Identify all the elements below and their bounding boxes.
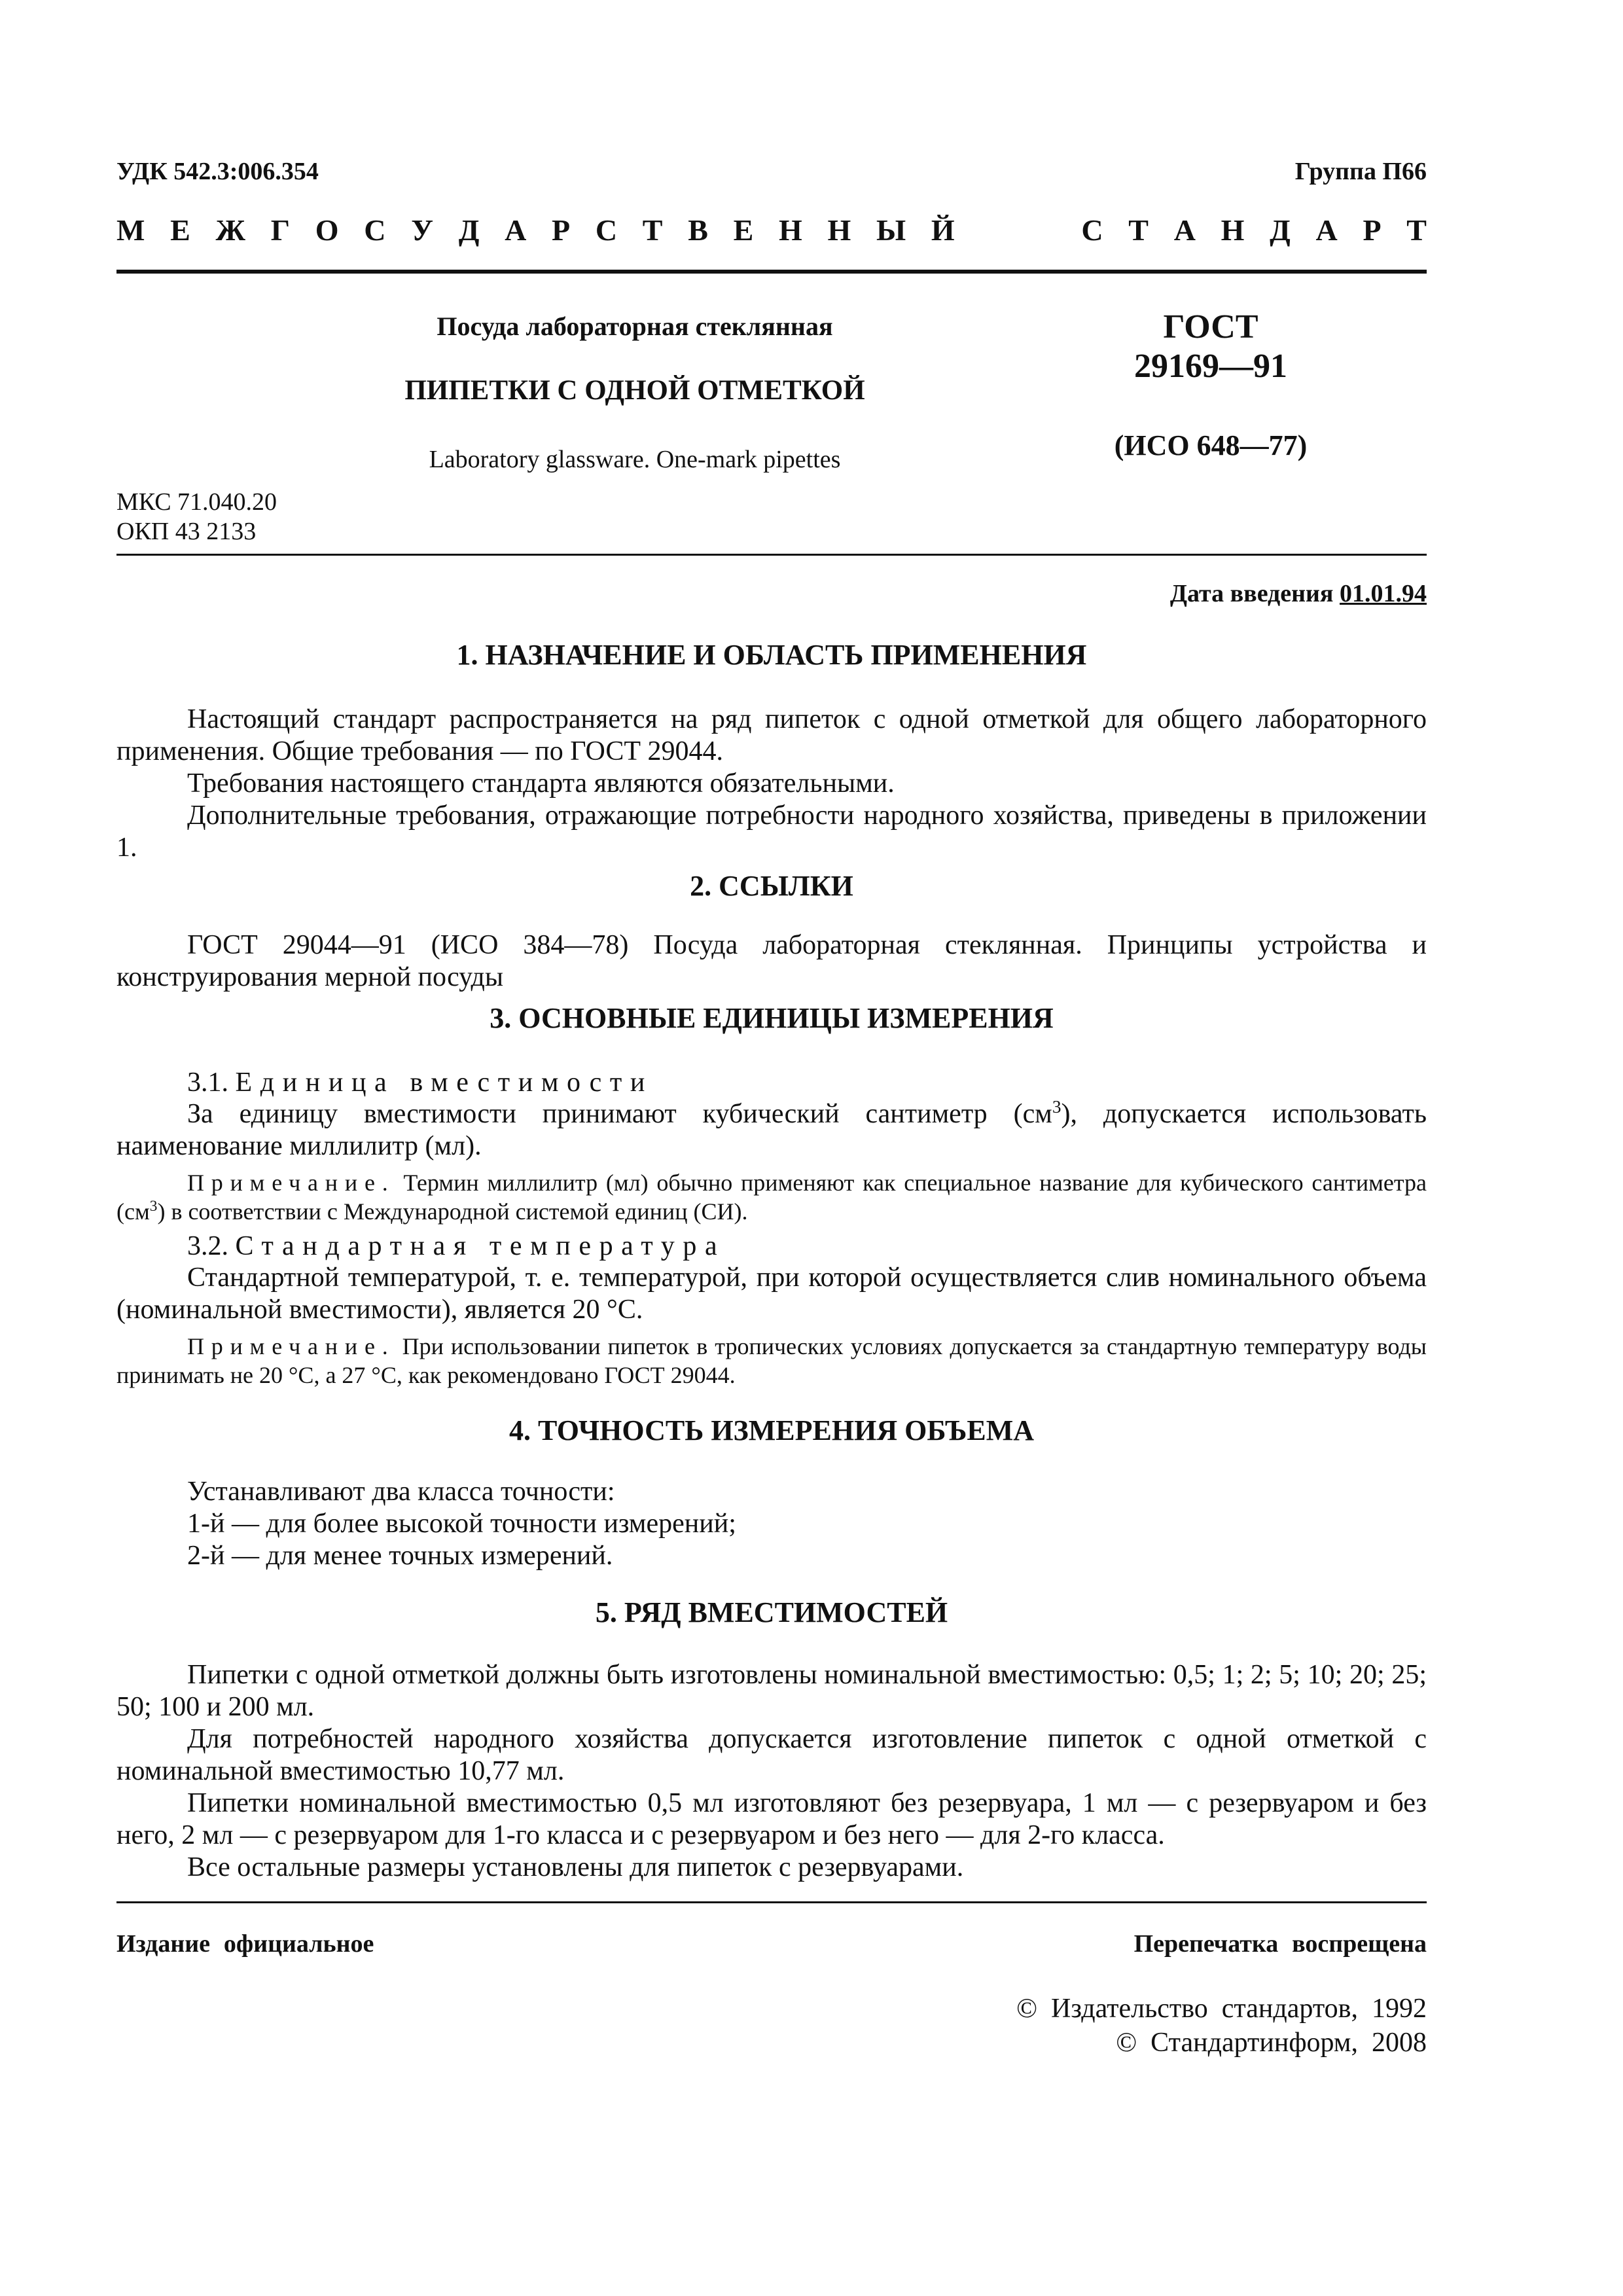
subsection-3-2-title: [187, 1230, 725, 1263]
header-rule: [116, 270, 1427, 274]
section-4-line-3: 2-й — для менее точных измерений.: [187, 1541, 613, 1571]
iso-reference: (ИСО 648—77): [1114, 429, 1308, 461]
section-2-paragraph: ГОСТ 29044—91 (ИСО 384—78) Посуда лабораторная стеклянная. Принципы устройства и конструирования мерной посуды: [116, 930, 1427, 992]
official-edition: Издание официальное: [116, 1930, 374, 1958]
footer-rule: [116, 1901, 1427, 1903]
document-title: ПИПЕТКИ С ОДНОЙ ОТМЕТКОЙ: [404, 375, 865, 406]
gost-number: 29169—91: [1134, 348, 1287, 385]
section-5-paragraph-1: Пипетки с одной отметкой должны быть изготовлены номинальной вместимостью: 0,5; 1; 2; 5; 10; 20; 25; 50; 100 и 200 мл.: [116, 1660, 1427, 1722]
section-4-line-2: 1-й — для более высокой точности измерений;: [187, 1509, 736, 1539]
section-1-paragraph-2: Требования настоящего стандарта являются обязательными.: [187, 768, 895, 798]
group-code: Группа П66: [1294, 158, 1427, 185]
note-2: Примечание. При использовании пипеток в тропических условиях допускается за стандартную температуру воды принимать не 20 °С, а 27 °С, как рекомендовано ГОСТ 29044.: [116, 1333, 1427, 1388]
section-2-heading: 2. ССЫЛКИ: [690, 870, 853, 902]
okp-code: ОКП 43 2133: [116, 518, 257, 545]
english-title: Laboratory glassware. One-mark pipettes: [429, 446, 841, 473]
copyright-1992: © Издательство стандартов, 1992: [1016, 1994, 1427, 2024]
section-5-heading: 5. РЯД ВМЕСТИМОСТЕЙ: [595, 1596, 948, 1628]
subsection-3-1-text: За единицу вместимости принимают кубический сантиметр $(см^3)$, допускается использовать наименование миллилитр (мл).: [116, 1097, 1427, 1161]
subsection-3-2-number: 3.2.: [187, 1231, 228, 1261]
section-5-paragraph-4: Все остальные размеры установлены для пипеток с резервуарами.: [187, 1852, 964, 1882]
section-3-heading: 3. ОСНОВНЫЕ ЕДИНИЦЫ ИЗМЕРЕНИЯ: [490, 1002, 1054, 1034]
title-rule: [116, 554, 1427, 556]
mks-code: МКС 71.040.20: [116, 488, 277, 516]
note-1-label: Примечание.: [187, 1170, 395, 1196]
udk-code: УДК 542.3:006.354: [116, 158, 319, 185]
introduction-date: [1170, 579, 1427, 608]
note-2-label: Примечание.: [187, 1333, 395, 1359]
section-5-paragraph-3: Пипетки номинальной вместимостью 0,5 мл изготовляют без резервуара, 1 мл — с резервуаром и без него, 2 мл — с резервуаром для 1-го класса и с резервуаром и без него — для 2-го класса.: [116, 1788, 1427, 1850]
copyright-2008: © Стандартинформ, 2008: [1116, 2028, 1427, 2058]
section-4-heading: 4. ТОЧНОСТЬ ИЗМЕРЕНИЯ ОБЪЕМА: [508, 1414, 1035, 1446]
subsection-3-1-number: 3.1.: [187, 1067, 228, 1098]
subsection-3-1-title: [187, 1067, 653, 1099]
subsection-3-1-name: Единица вместимости: [235, 1067, 653, 1098]
section-1-paragraph-3: Дополнительные требования, отражающие потребности народного хозяйства, приведены в приложении 1.: [116, 800, 1427, 863]
section-4-line-1: Устанавливают два класса точности:: [187, 1477, 615, 1507]
interstate-standard-banner: М Е Ж Г О С У Д А Р С Т В Е Н Н Ы Й С Т А Н Д А Р Т: [116, 213, 1427, 247]
section-5-paragraph-2: Для потребностей народного хозяйства допускается изготовление пипеток с одной отметкой с номинальной вместимостью 10,77 мл.: [116, 1724, 1427, 1786]
section-1-paragraph-1: Настоящий стандарт распространяется на ряд пипеток с одной отметкой для общего лабораторного применения. Общие требования — по ГОСТ 29044.: [116, 704, 1427, 766]
subsection-3-2-text: Стандартной температурой, т. е. температурой, при которой осуществляется слив номинального объема (номинальной вместимости), является 20 °С.: [116, 1263, 1427, 1325]
gost-label: ГОСТ: [1163, 308, 1258, 346]
date-value: 01.01.94: [1340, 580, 1427, 607]
document-category: Посуда лабораторная стеклянная: [437, 312, 833, 341]
reprint-prohibited: Перепечатка воспрещена: [1133, 1930, 1427, 1958]
note-1: Примечание. Термин миллилитр (мл) обычно применяют как специальное название для кубического сантиметра $(см^3)$ в соответствии с Международной системой единиц (СИ).: [116, 1170, 1427, 1225]
date-label: Дата введения: [1169, 580, 1334, 607]
section-1-heading: 1. НАЗНАЧЕНИЕ И ОБЛАСТЬ ПРИМЕНЕНИЯ: [456, 639, 1087, 671]
subsection-3-2-name: Стандартная температура: [235, 1231, 726, 1261]
